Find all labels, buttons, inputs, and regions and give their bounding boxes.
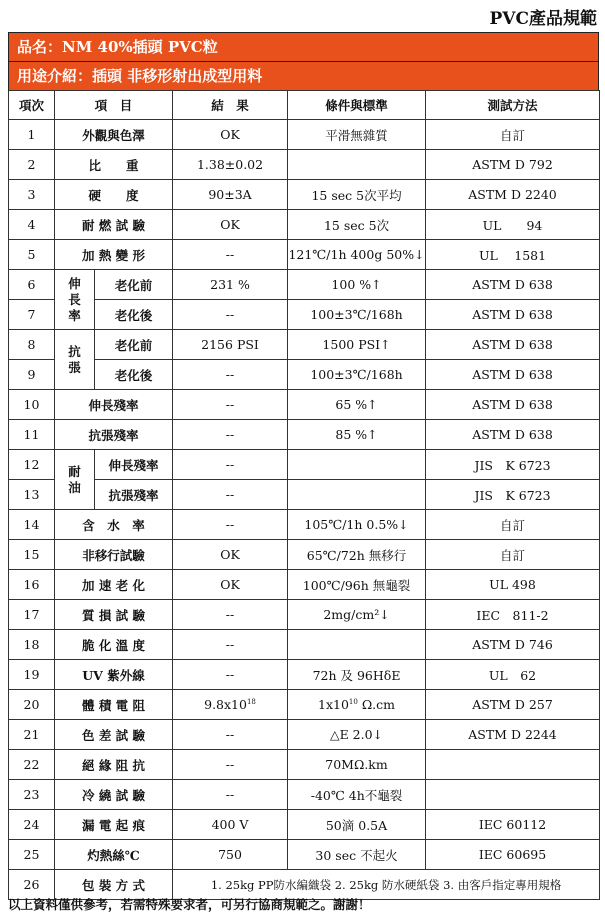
table-row [9,390,600,420]
condition-value: 100±3℃/168h [288,300,426,330]
result-value: 400 V [173,810,288,840]
header-result: 結 果 [173,91,288,120]
condition-base: 1x10 [318,697,349,712]
sub-item: 抗張殘率 [95,480,173,510]
condition-value: 1500 PSI↑ [288,330,426,360]
row-number: 15 [9,540,55,570]
condition-value: 30 sec 不起火 [288,840,426,870]
item-name: UV 紫外線 [55,660,173,690]
condition-unit: Ω.cm [357,697,396,712]
result-value: 1.38±0.02 [173,150,288,180]
condition-value: 50滴 0.5A [288,810,426,840]
row-number: 5 [9,240,55,270]
table-row [9,540,600,570]
table-row [9,120,600,150]
row-number: 12 [9,450,55,480]
test-method [426,780,600,810]
test-method: UL 498 [426,570,600,600]
item-name: 漏 電 起 痕 [55,810,173,840]
test-method: IEC 60112 [426,810,600,840]
row-number: 25 [9,840,55,870]
item-name: 脆 化 溫 度 [55,630,173,660]
row-number: 21 [9,720,55,750]
item-name: 灼熱絲℃ [55,840,173,870]
table-row [9,450,600,480]
result-value: OK [173,570,288,600]
condition-value [288,480,426,510]
table-row [9,630,600,660]
condition-value: 100 %↑ [288,270,426,300]
table-row [9,300,600,330]
test-method: ASTM D 746 [426,630,600,660]
test-method: ASTM D 2240 [426,180,600,210]
item-name: 外觀與色澤 [55,120,173,150]
sub-item: 老化前 [95,330,173,360]
condition-value: 65 %↑ [288,390,426,420]
row-number: 23 [9,780,55,810]
condition-value: 2mg/cm²↓ [288,600,426,630]
condition-value: 121℃/1h 400g 50%↓ [288,240,426,270]
test-method: IEC 811-2 [426,600,600,630]
result-value: -- [173,450,288,480]
item-name: 色 差 試 驗 [55,720,173,750]
table-row [9,270,600,300]
item-name: 加 速 老 化 [55,570,173,600]
item-name: 比 重 [55,150,173,180]
item-name: 質 損 試 驗 [55,600,173,630]
result-value: 750 [173,840,288,870]
test-method: JIS K 6723 [426,480,600,510]
test-method: ASTM D 638 [426,270,600,300]
test-method: ASTM D 638 [426,360,600,390]
table-row [9,600,600,630]
document-title: PVC產品規範 [489,9,597,29]
item-name: 包 裝 方 式 [55,870,173,900]
item-name: 硬 度 [55,180,173,210]
test-method: 自訂 [426,540,600,570]
row-number: 17 [9,600,55,630]
row-number: 8 [9,330,55,360]
sub-item: 伸長殘率 [95,450,173,480]
spec-sheet [8,32,599,900]
row-number: 24 [9,810,55,840]
row-number: 10 [9,390,55,420]
condition-value: 72h 及 96HδE [288,660,426,690]
test-method [426,750,600,780]
group-label: 伸 長 率 [55,270,95,330]
item-name: 非移行試驗 [55,540,173,570]
packaging-options: 1. 25kg PP防水編織袋 2. 25kg 防水硬紙袋 3. 由客戶指定專用規格 [173,870,600,900]
result-value: -- [173,480,288,510]
row-number: 9 [9,360,55,390]
condition-value: 105℃/1h 0.5%↓ [288,510,426,540]
row-number: 14 [9,510,55,540]
result-value: 231 % [173,270,288,300]
condition-value [288,690,426,720]
item-name: 體 積 電 阻 [55,690,173,720]
row-number: 2 [9,150,55,180]
table-row [9,420,600,450]
header-row [9,91,600,120]
result-value: OK [173,120,288,150]
item-name: 冷 繞 試 驗 [55,780,173,810]
item-name: 耐 燃 試 驗 [55,210,173,240]
test-method: ASTM D 638 [426,300,600,330]
condition-value: △E 2.0↓ [288,720,426,750]
test-method: JIS K 6723 [426,450,600,480]
test-method: ASTM D 638 [426,420,600,450]
item-name: 抗張殘率 [55,420,173,450]
result-value: -- [173,630,288,660]
table-row [9,780,600,810]
condition-value: 65℃/72h 無移行 [288,540,426,570]
table-row [9,360,600,390]
result-value: 2156 PSI [173,330,288,360]
result-value: -- [173,750,288,780]
condition-value: 100±3℃/168h [288,360,426,390]
product-name-banner: 品名：NM 40%插頭 PVC粒 [8,32,599,61]
group-label: 耐 油 [55,450,95,510]
table-row [9,480,600,510]
test-method: ASTM D 257 [426,690,600,720]
test-method: ASTM D 638 [426,330,600,360]
condition-value [288,450,426,480]
row-number: 20 [9,690,55,720]
table-row [9,150,600,180]
row-number: 11 [9,420,55,450]
sub-item: 老化前 [95,270,173,300]
test-method: UL 62 [426,660,600,690]
header-item: 項 目 [55,91,173,120]
condition-value: 15 sec 5次平均 [288,180,426,210]
condition-value: 85 %↑ [288,420,426,450]
result-value: -- [173,390,288,420]
table-row [9,330,600,360]
result-value: -- [173,300,288,330]
test-method: 自訂 [426,120,600,150]
condition-exponent: 10 [348,697,358,706]
row-number: 6 [9,270,55,300]
item-name: 伸長殘率 [55,390,173,420]
table-row [9,240,600,270]
result-value: -- [173,240,288,270]
test-method: UL 94 [426,210,600,240]
result-value: OK [173,540,288,570]
table-row [9,510,600,540]
result-value [173,690,288,720]
table-row [9,660,600,690]
row-number: 1 [9,120,55,150]
item-name: 加 熱 變 形 [55,240,173,270]
condition-value: 平滑無雜質 [288,120,426,150]
row-number: 3 [9,180,55,210]
row-number: 4 [9,210,55,240]
result-value: -- [173,510,288,540]
result-value: -- [173,720,288,750]
table-row [9,750,600,780]
row-number: 26 [9,870,55,900]
sub-item: 老化後 [95,360,173,390]
condition-value: 100℃/96h 無龜裂 [288,570,426,600]
footer-note: 以上資料僅供參考，若需特殊要求者，可另行協商規範之。謝謝！ [8,897,371,912]
result-base: 9.8x10 [204,697,247,712]
condition-value [288,630,426,660]
table-row [9,720,600,750]
row-number: 13 [9,480,55,510]
result-exponent: 18 [246,697,256,706]
test-method: UL 1581 [426,240,600,270]
item-name: 含 水 率 [55,510,173,540]
row-number: 22 [9,750,55,780]
test-method: ASTM D 2244 [426,720,600,750]
header-no: 項次 [9,91,55,120]
result-value: OK [173,210,288,240]
result-value: -- [173,420,288,450]
header-method: 測試方法 [426,91,600,120]
table-row [9,690,600,720]
item-name: 絕 緣 阻 抗 [55,750,173,780]
table-row [9,810,600,840]
group-label: 抗 張 [55,330,95,390]
row-number: 7 [9,300,55,330]
header-condition: 條件與標準 [288,91,426,120]
test-method: 自訂 [426,510,600,540]
result-value: 90±3A [173,180,288,210]
condition-value: 70MΩ.km [288,750,426,780]
spec-table [8,90,600,900]
condition-value [288,150,426,180]
test-method: IEC 60695 [426,840,600,870]
result-value: -- [173,780,288,810]
test-method: ASTM D 638 [426,390,600,420]
condition-value: -40℃ 4h不龜裂 [288,780,426,810]
table-row [9,570,600,600]
table-row [9,840,600,870]
table-row [9,210,600,240]
table-row [9,180,600,210]
sub-item: 老化後 [95,300,173,330]
usage-banner: 用途介紹：插頭 非移形射出成型用料 [8,61,599,90]
row-number: 19 [9,660,55,690]
test-method: ASTM D 792 [426,150,600,180]
condition-value: 15 sec 5次 [288,210,426,240]
result-value: -- [173,660,288,690]
row-number: 16 [9,570,55,600]
row-number: 18 [9,630,55,660]
result-value: -- [173,360,288,390]
result-value: -- [173,600,288,630]
